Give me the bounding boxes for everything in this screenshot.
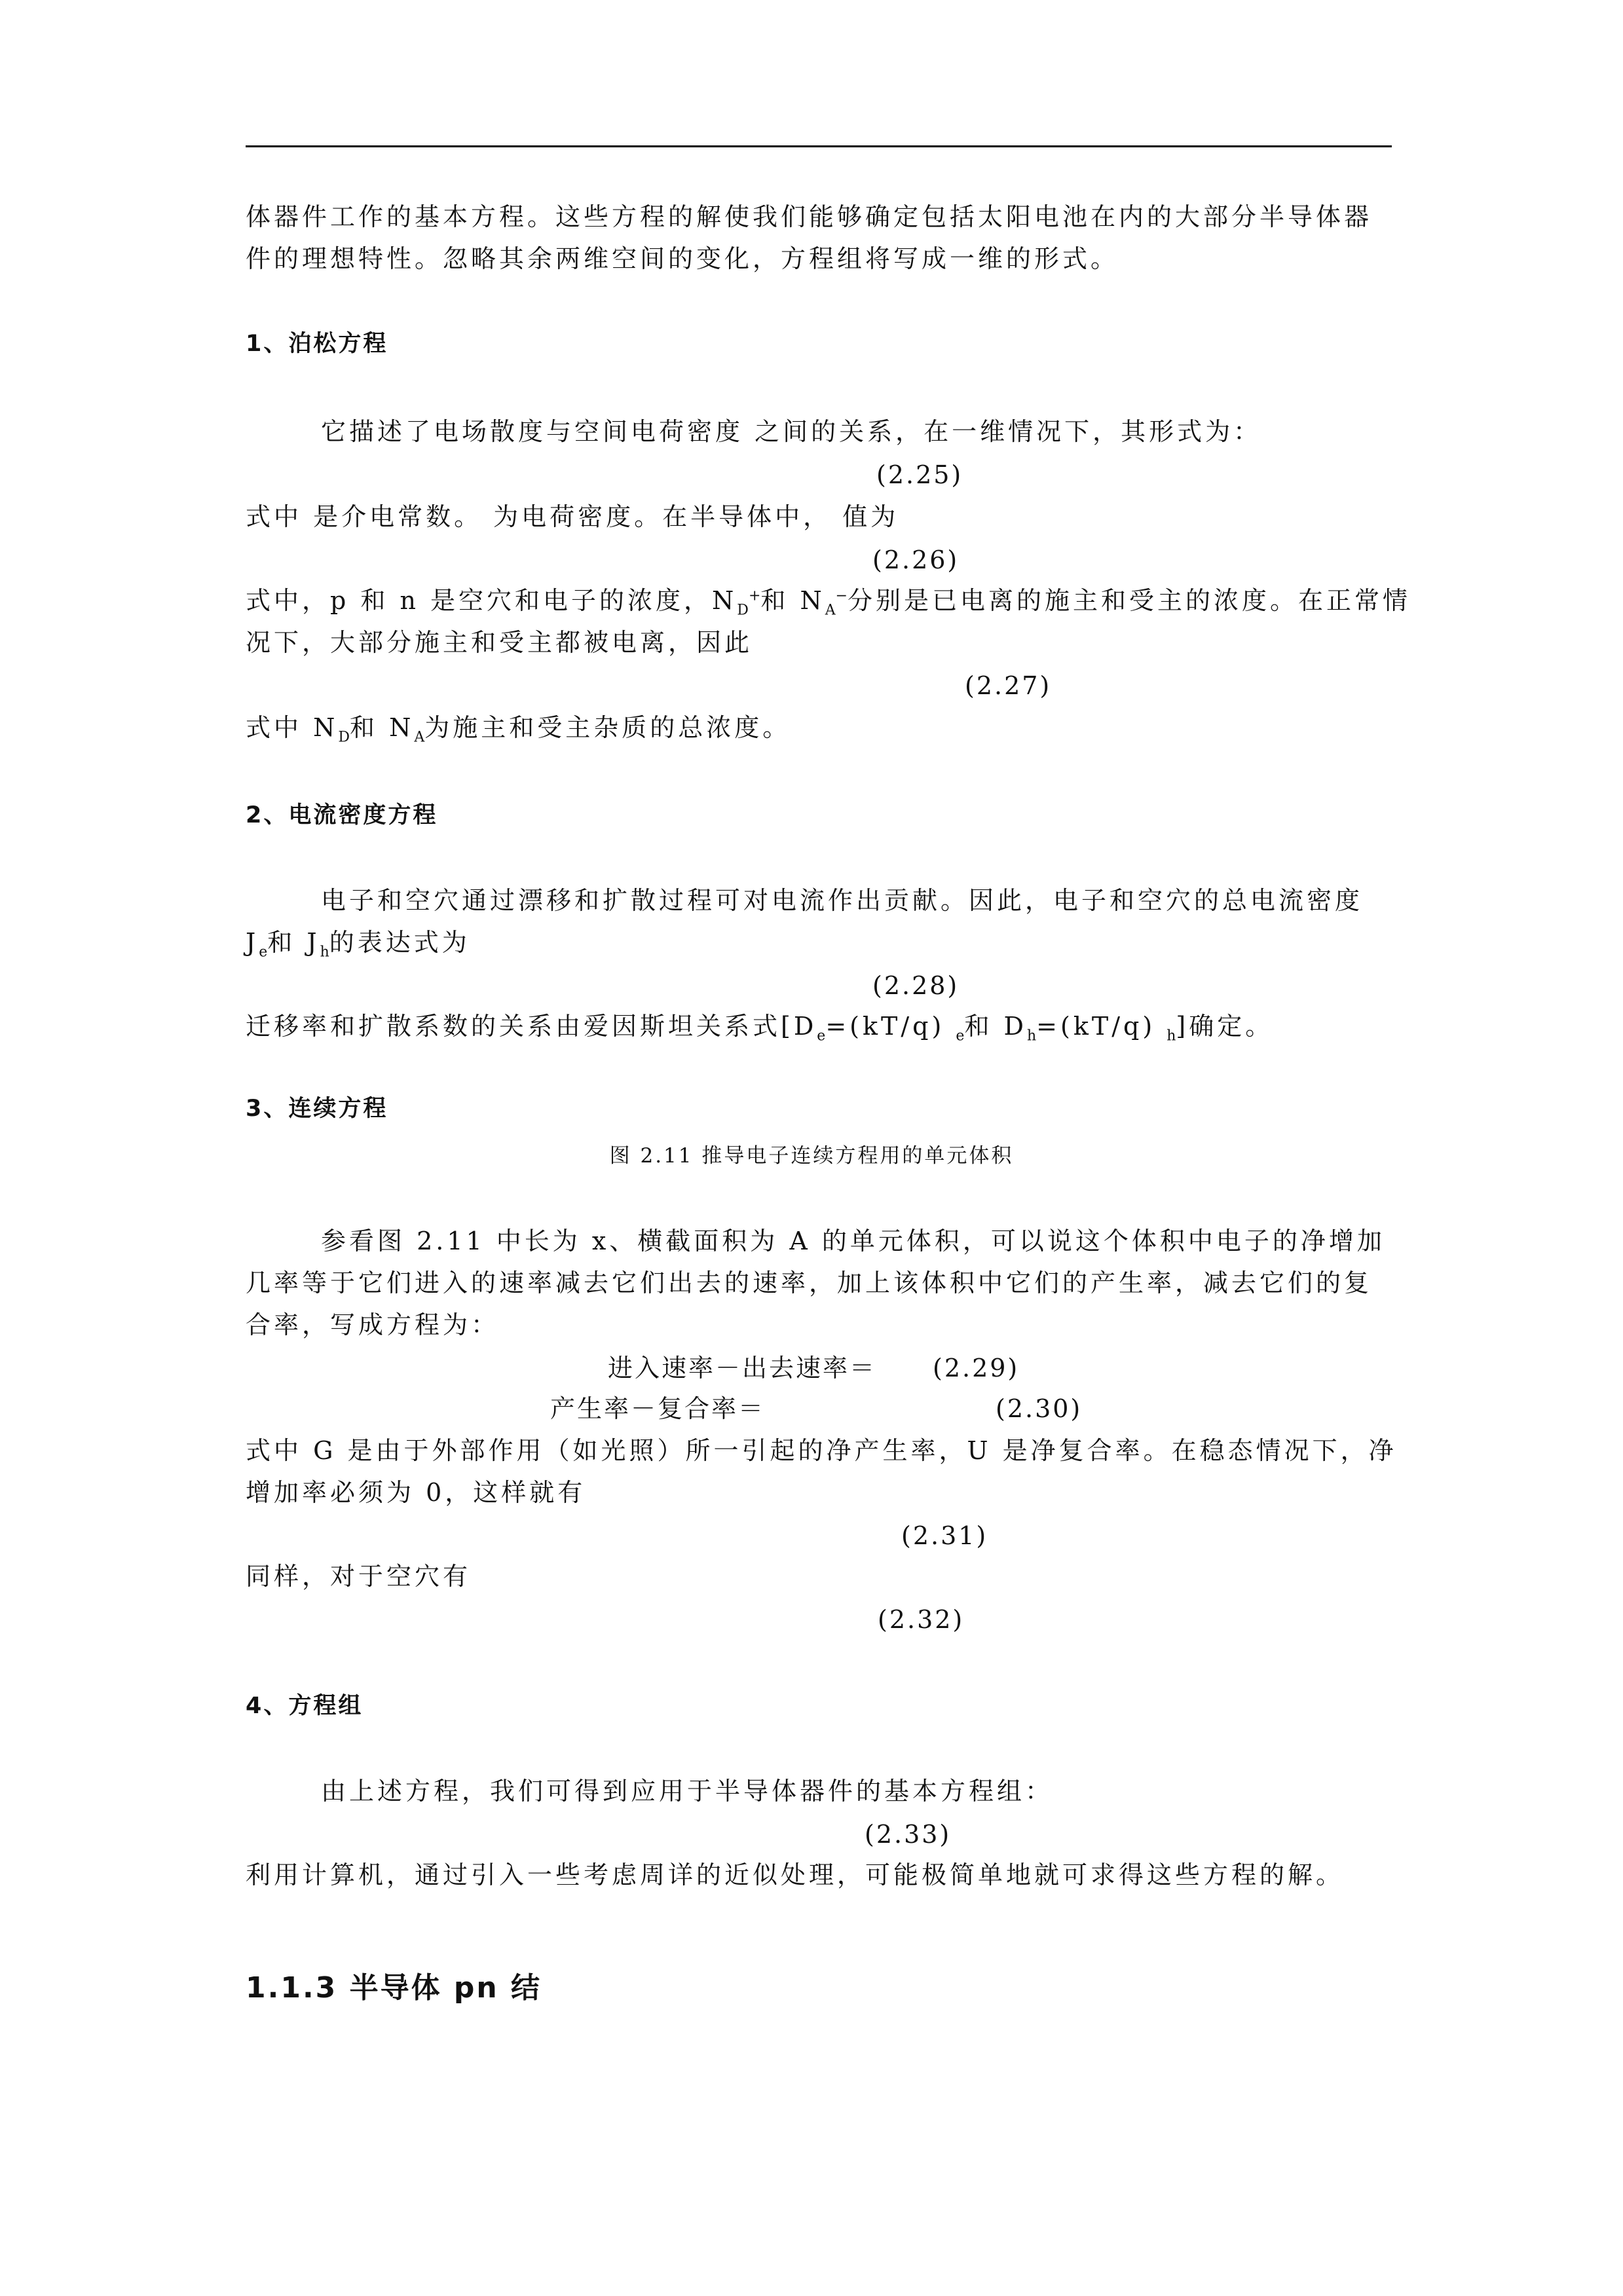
equation-set-line-k: 利用计算机，通过引入一些考虑周详的近似处理，可能极简单地就可求得这些方程的解。: [246, 1861, 1345, 1889]
equation-number-2-25: (2.25): [876, 460, 963, 489]
poisson-line-c: 况下，大部分施主和受主都被电离，因此: [246, 628, 753, 657]
equation-2-30-text: 产生率－复合率＝: [550, 1394, 766, 1423]
continuity-line-g: 合率，写成方程为：: [246, 1310, 500, 1339]
intro-line-2: 件的理想特性。忽略其余两维空间的变化，方程组将写成一维的形式。: [246, 244, 1119, 273]
equation-2-29-text: 进入速率－出去速率＝: [608, 1354, 877, 1382]
poisson-line-b: 式中，p 和 n 是空穴和电子的浓度，$N_D^+$和 $N_A^-$分别是已电离的施主和受主的浓度。在正常情: [246, 586, 1411, 619]
equation-number-2-33: (2.33): [865, 1820, 952, 1849]
section-heading-continuity: 3、连续方程: [246, 1096, 388, 1122]
section-heading-equation-set: 4、方程组: [246, 1693, 364, 1719]
equation-set-paragraph: 由上述方程，我们可得到应用于半导体器件的基本方程组：: [321, 1777, 1054, 1805]
current-line-j: $J_e$和 $J_h$的表达式为: [246, 928, 470, 961]
continuity-paragraph: 参看图 2.11 中长为 x、横截面积为 A 的单元体积，可以说这个体积中电子的净增加: [321, 1227, 1385, 1255]
intro-line-1: 体器件工作的基本方程。这些方程的解使我们能够确定包括太阳电池在内的大部分半导体器: [246, 202, 1373, 231]
equation-number-2-29: (2.29): [933, 1354, 1020, 1382]
poisson-line-a: 式中 是介电常数。 为电荷密度。在半导体中， 值为: [246, 502, 899, 531]
continuity-line-f: 几率等于它们进入的速率减去它们出去的速率，加上该体积中它们的产生率，减去它们的复: [246, 1268, 1373, 1297]
equation-number-2-26: (2.26): [872, 546, 960, 574]
section-heading-poisson: 1、泊松方程: [246, 331, 388, 357]
figure-caption: 图 2.11 推导电子连续方程用的单元体积: [609, 1144, 1014, 1168]
continuity-line-i: 增加率必须为 0，这样就有: [246, 1478, 586, 1507]
poisson-line-d: 式中 $N_D$和 $N_A$为施主和受主杂质的总浓度。: [246, 713, 791, 746]
einstein-relation-line: 迁移率和扩散系数的关系由爱因斯坦关系式[$D_e=(kT/q)$ $_e$和 $D_h=(kT/q)$ $_h$]确定。: [246, 1012, 1274, 1045]
equation-number-2-30: (2.30): [996, 1394, 1083, 1423]
poisson-paragraph: 它描述了电场散度与空间电荷密度 之间的关系，在一维情况下，其形式为：: [321, 417, 1262, 446]
continuity-line-h: 式中 G 是由于外部作用（如光照）所一引起的净产生率，U 是净复合率。在稳态情况下，净: [246, 1436, 1397, 1465]
section-heading-pn-junction: 1.1.3 半导体 pn 结: [246, 1971, 542, 2005]
equation-number-2-27: (2.27): [965, 671, 1052, 700]
header-rule: [246, 145, 1392, 147]
continuity-line-holes: 同样，对于空穴有: [246, 1562, 472, 1591]
equation-number-2-28: (2.28): [872, 971, 960, 1000]
section-heading-current-density: 2、电流密度方程: [246, 802, 438, 828]
current-paragraph: 电子和空穴通过漂移和扩散过程可对电流作出贡献。因此，电子和空穴的总电流密度: [321, 886, 1364, 915]
equation-number-2-32: (2.32): [878, 1605, 965, 1634]
equation-number-2-31: (2.31): [901, 1521, 988, 1550]
